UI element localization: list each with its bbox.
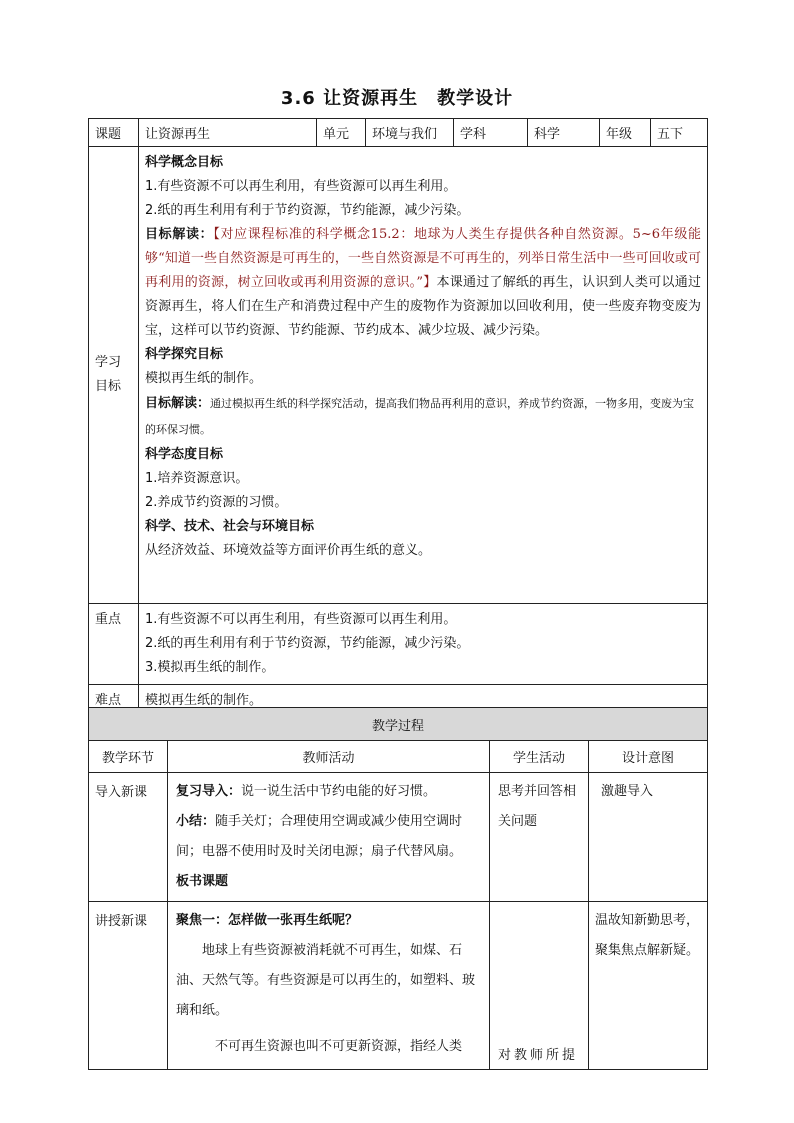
summary-text: 随手关灯；合理使用空调或减少使用空调时间；电器不使用时及时关闭电源；扇子代替风扇。: [176, 814, 463, 859]
sts-item-1: 从经济效益、环境效益等方面评价再生纸的意义。: [145, 543, 432, 558]
review-text: 说一说生活中节约电能的好习惯。: [241, 784, 437, 799]
teach-paragraph-2: 不可再生资源也叫不可更新资源，指经人类: [215, 1039, 463, 1054]
concept-interpretation: [145, 223, 701, 343]
review-line: [176, 777, 481, 807]
label-unit: 单元: [317, 119, 366, 147]
attitude-title: 科学态度目标: [145, 447, 224, 462]
inquiry-title: 科学探究目标: [145, 347, 224, 362]
process-row-teach: [89, 902, 708, 1070]
col-stage: 教学环节: [89, 741, 168, 773]
summary-line: [176, 807, 481, 867]
topic-value: 让资源再生: [139, 119, 317, 147]
goals-content: [139, 147, 708, 604]
process-header: 教学过程: [89, 708, 708, 741]
col-intent: 设计意图: [589, 741, 708, 773]
teaching-process-table: [88, 707, 708, 1070]
label-topic: 课题: [89, 119, 139, 147]
label-grade: 年级: [600, 119, 651, 147]
label-subject: 学科: [454, 119, 528, 147]
interp-label: 目标解读：: [145, 227, 214, 242]
teach-paragraph-1: 地球上有些资源被消耗就不可再生，如煤、石油、天然气等。有些资源是可以再生的，如塑料、玻璃和纸。: [176, 943, 476, 1018]
key-label: 重点: [89, 604, 139, 685]
key-points-row: [89, 604, 708, 685]
teacher-teach: [168, 902, 490, 1070]
student-teach: [490, 902, 589, 1070]
concept-item-2: 2.纸的再生利用有利于节约资源，节约能源，减少污染。: [145, 203, 470, 218]
teacher-intro: [168, 773, 490, 902]
subject-value: 科学: [528, 119, 600, 147]
concept-title: 科学概念目标: [145, 155, 224, 170]
unit-value: 环境与我们: [366, 119, 454, 147]
goals-row: [89, 147, 708, 604]
review-label: 复习导入：: [176, 784, 242, 799]
inquiry-item-1: 模拟再生纸的制作。: [145, 371, 263, 386]
process-columns-row: [89, 741, 708, 773]
key-item-2: 2.纸的再生利用有利于节约资源，节约能源，减少污染。: [145, 636, 470, 651]
col-teacher: 教师活动: [168, 741, 490, 773]
concept-item-1: 1.有些资源不可以再生利用，有些资源可以再生利用。: [145, 179, 457, 194]
inquiry-interp-label: 目标解读：: [145, 396, 211, 411]
inquiry-interpretation: [145, 391, 701, 443]
attitude-item-1: 1.培养资源意识。: [145, 471, 249, 486]
intent-intro: 激趣导入: [589, 773, 708, 902]
stage-intro: 导入新课: [89, 773, 168, 902]
goals-label: 学习目标: [89, 147, 139, 604]
board-title: 板书课题: [176, 874, 229, 889]
key-item-1: 1.有些资源不可以再生利用，有些资源可以再生利用。: [145, 612, 457, 627]
process-header-row: [89, 708, 708, 741]
stage-teach: 讲授新课: [89, 902, 168, 1070]
focus-one: 聚焦一：怎样做一张再生纸呢？: [176, 913, 359, 928]
intent-teach: 温故知新勤思考，聚集焦点解新疑。: [589, 902, 708, 1070]
student-teach-text: 对教师所提: [498, 1048, 579, 1063]
student-intro: 思考并回答相关问题: [490, 773, 589, 902]
sts-title: 科学、技术、社会与环境目标: [145, 519, 315, 534]
page-title: 3.6 让资源再生 教学设计: [280, 88, 514, 109]
attitude-item-2: 2.养成节约资源的习惯。: [145, 495, 288, 510]
process-row-intro: [89, 773, 708, 902]
difficulty-label: 难点: [89, 685, 139, 713]
interp-explanation: 本课通过了解纸的再生，认识到人类可以通过资源再生，将人们在生产和消费过程中产生的废物作为资源加以回收利用，使一些废弃物变废为宝，这样可以节约资源、节约能源、节约成本、减少垃圾、减少污染。: [145, 275, 701, 338]
lesson-info-table: [88, 118, 708, 713]
key-item-3: 3.模拟再生纸的制作。: [145, 660, 275, 675]
col-student: 学生活动: [490, 741, 589, 773]
inquiry-interp-text: 通过模拟再生纸的科学探究活动，提高我们物品再利用的意识，养成节约资源，一物多用，变废为宝的环保习惯。: [145, 397, 695, 436]
key-content: [139, 604, 708, 685]
header-row: [89, 119, 708, 147]
curriculum-standard-quote: 【对应课程标准的科学概念15.2：地球为人类生存提供各种自然资源。5~6年级能够“知道一些自然资源是可再生的，一些自然资源是不可再生的，列举日常生活中一些可回收或可再利用的资源，树立回收或再利用资源的意识。”】: [145, 227, 701, 290]
difficulty-content: 模拟再生纸的制作。: [139, 685, 708, 713]
summary-label: 小结：: [176, 814, 216, 829]
grade-value: 五下: [651, 119, 708, 147]
